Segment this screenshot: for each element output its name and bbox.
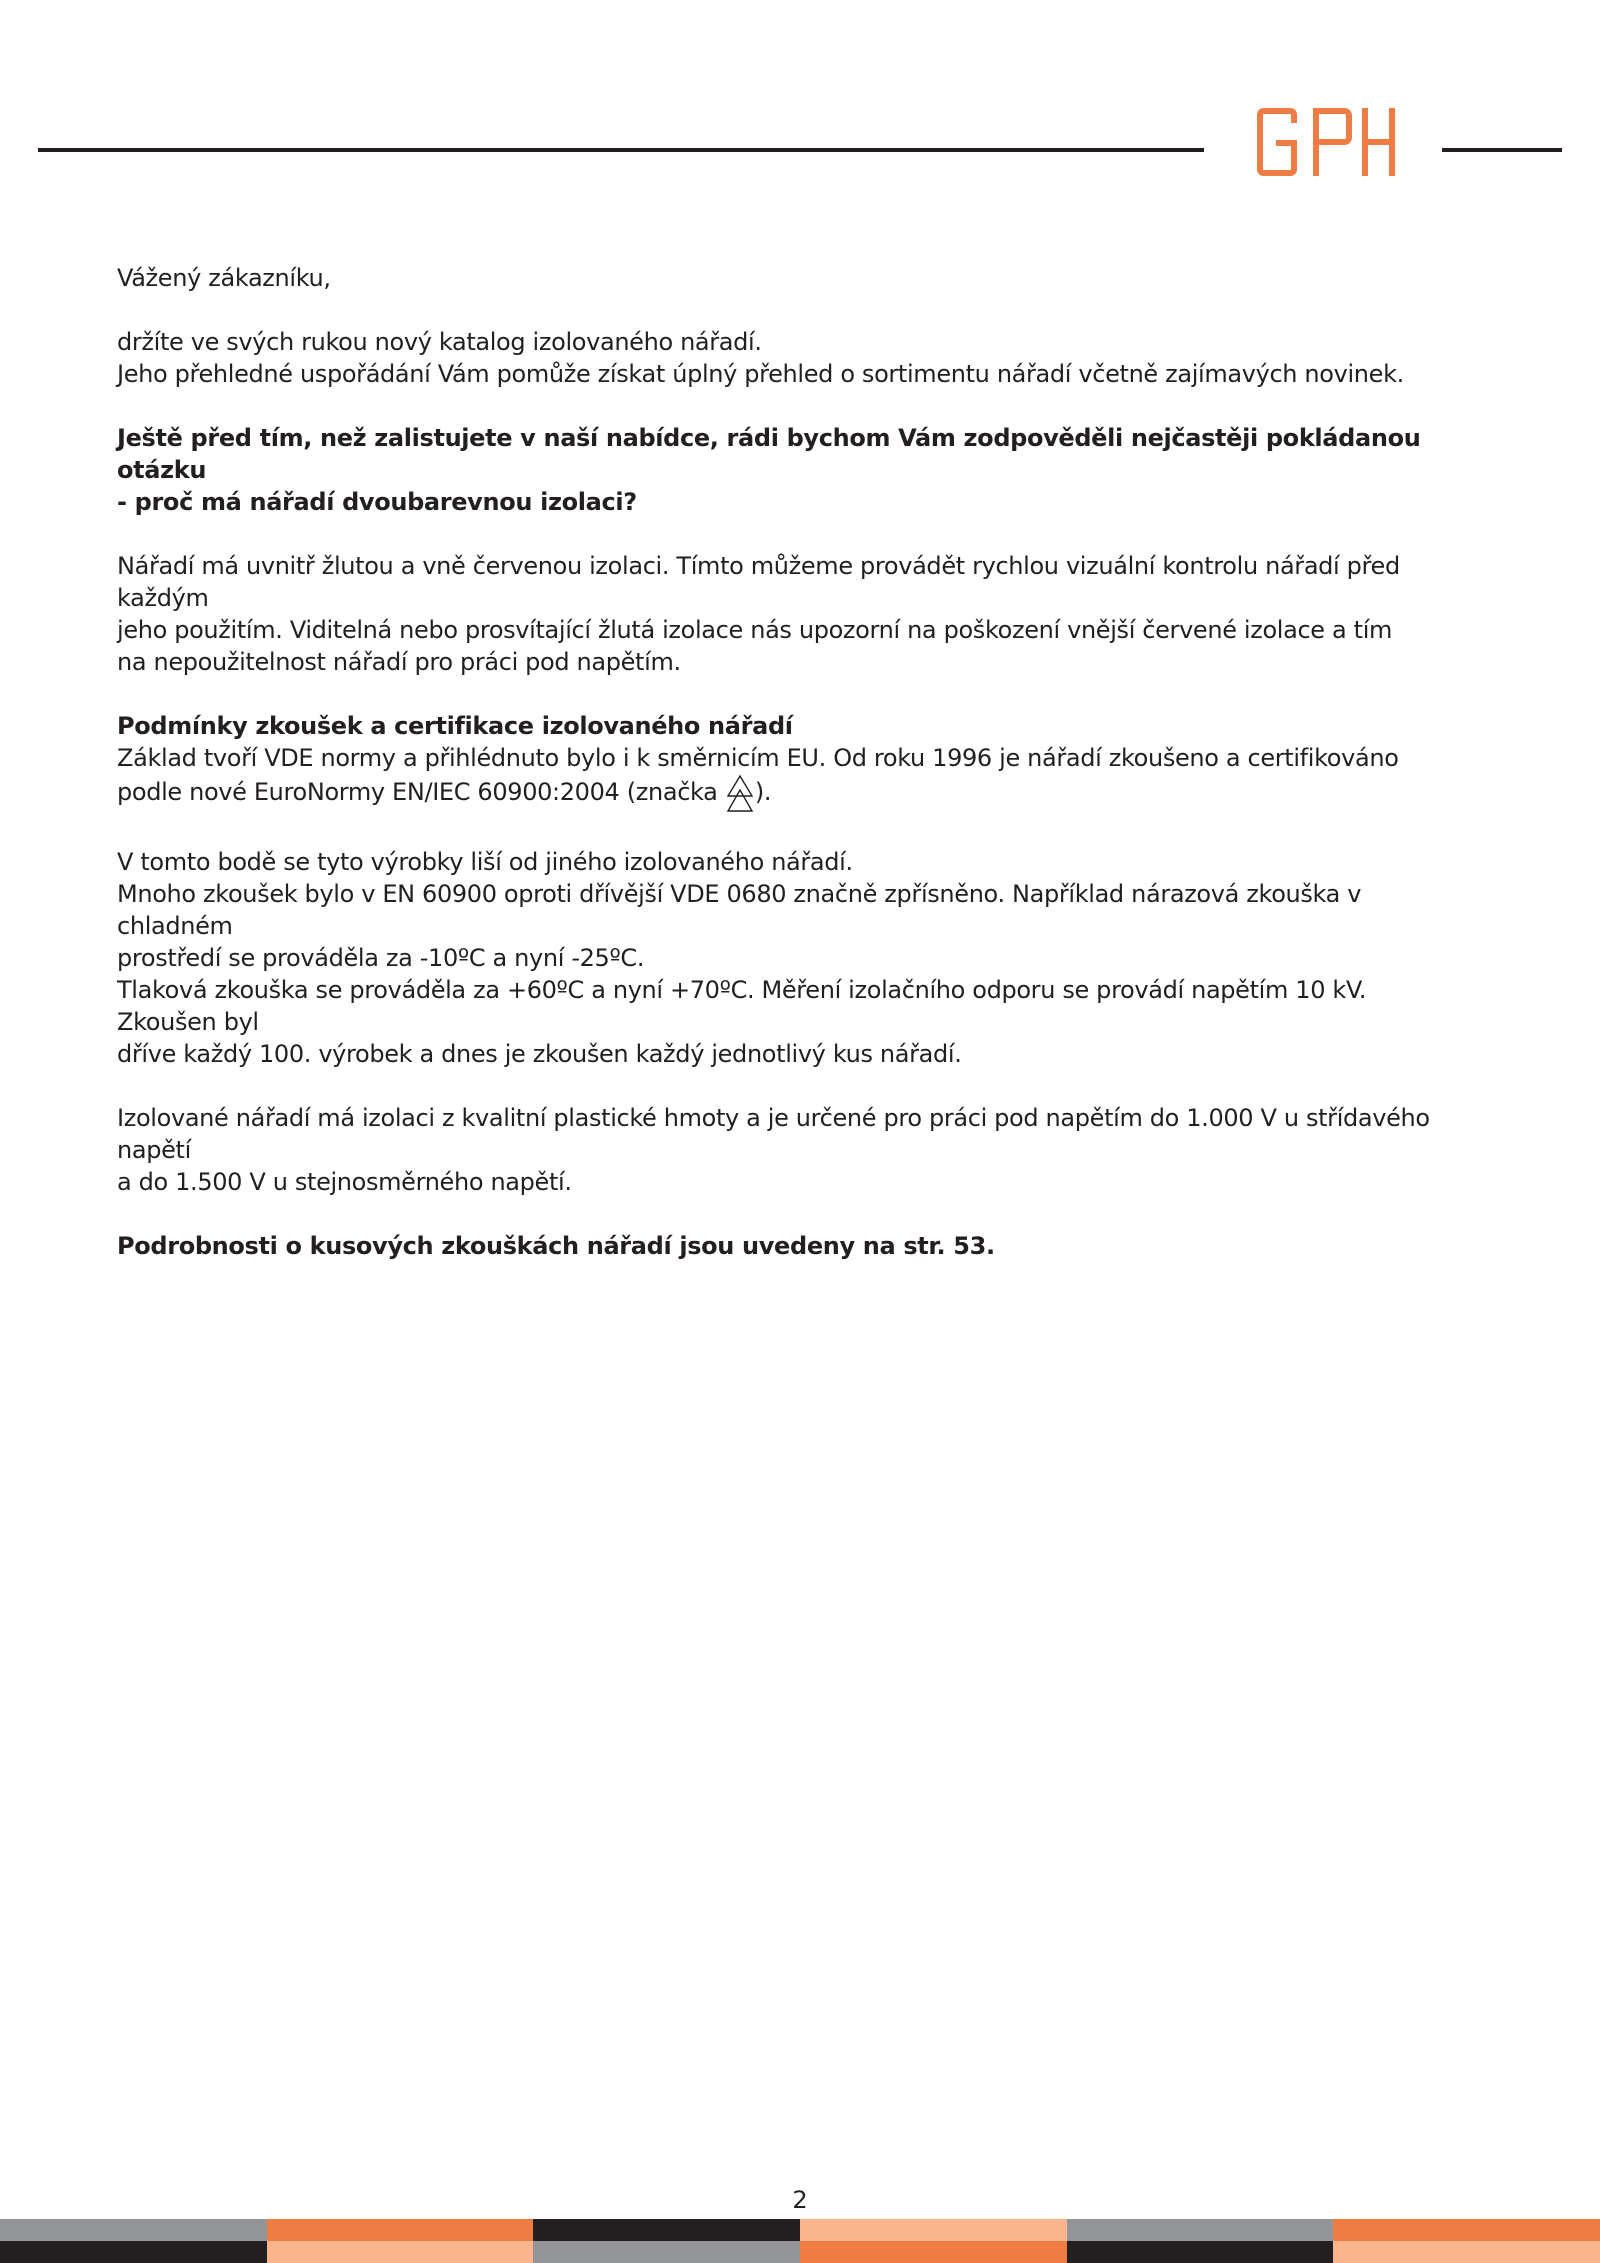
footer-band-top-segment [533, 2219, 800, 2241]
footer-band-top-segment [1333, 2219, 1600, 2241]
footer-band-top-segment [0, 2219, 267, 2241]
answer-line: Nářadí má uvnitř žlutou a vně červenou izolaci. Tímto můžeme provádět rychlou vizuální kontrolu nářadí před každým [117, 552, 1400, 612]
footer-band-bottom-segment [800, 2241, 1067, 2263]
greeting: Vážený zákazníku, [117, 264, 331, 292]
footer-band-top-segment [1067, 2219, 1334, 2241]
double-triangle-icon [725, 774, 755, 814]
differences-line: Tlaková zkouška se prováděla za +60ºC a nyní +70ºC. Měření izolačního odporu se provádí napětím 10 kV. Zkoušen byl [117, 976, 1367, 1036]
footer-band-bottom-segment [267, 2241, 534, 2263]
differences-line: prostředí se prováděla za -10ºC a nyní -25ºC. [117, 944, 645, 972]
intro-paragraph [117, 326, 1457, 390]
voltage-paragraph [117, 1102, 1457, 1198]
footer-band-top-segment [267, 2219, 534, 2241]
footer-color-band [0, 2219, 1600, 2263]
intro-line: Jeho přehledné uspořádání Vám pomůže získat úplný přehled o sortimentu nářadí včetně zajímavých novinek. [117, 360, 1404, 388]
page-number: 2 [792, 2186, 808, 2214]
answer-paragraph [117, 550, 1457, 678]
voltage-line: Izolované nářadí má izolaci z kvalitní plastické hmoty a je určené pro práci pod napětím do 1.000 V u střídavého napětí [117, 1104, 1430, 1164]
answer-line: jeho použitím. Viditelná nebo prosvítající žlutá izolace nás upozorní na poškození vnější červené izolace a tím [117, 616, 1393, 644]
footer-band-top-segment [800, 2219, 1067, 2241]
voltage-line: a do 1.500 V u stejnosměrného napětí. [117, 1168, 572, 1196]
footer-band-bottom-segment [533, 2241, 800, 2263]
footer-band-bottom-segment [0, 2241, 267, 2263]
certification-line: podle nové EuroNormy EN/IEC 60900:2004 (značka [117, 778, 725, 806]
header-rule-right [1442, 148, 1562, 152]
certification-paragraph [117, 710, 1457, 814]
certification-line: Základ tvoří VDE normy a přihlédnuto bylo i k směrnicím EU. Od roku 1996 je nářadí zkoušeno a certifikováno [117, 744, 1399, 772]
closing-note: Podrobnosti o kusových zkouškách nářadí jsou uvedeny na str. 53. [117, 1232, 995, 1260]
differences-line: V tomto bodě se tyto výrobky liší od jiného izolovaného nářadí. [117, 848, 853, 876]
header-rule-left [38, 148, 1204, 152]
differences-paragraph [117, 846, 1457, 1070]
answer-line: na nepoužitelnost nářadí pro práci pod napětím. [117, 648, 681, 676]
differences-line: Mnoho zkoušek bylo v EN 60900 oproti dřívější VDE 0680 značně zpřísněno. Například nárazová zkouška v chladném [117, 880, 1362, 940]
footer-band-bottom-segment [1067, 2241, 1334, 2263]
footer-band-bottom-segment [1333, 2241, 1600, 2263]
certification-heading: Podmínky zkoušek a certifikace izolovaného nářadí [117, 712, 793, 740]
certification-line-end: ). [754, 778, 772, 806]
gph-logo [1250, 104, 1400, 184]
question-paragraph [117, 422, 1457, 518]
differences-line: dříve každý 100. výrobek a dnes je zkoušen každý jednotlivý kus nářadí. [117, 1040, 962, 1068]
intro-line: držíte ve svých rukou nový katalog izolovaného nářadí. [117, 328, 762, 356]
question-line: - proč má nářadí dvoubarevnou izolaci? [117, 488, 637, 516]
letter-body [117, 262, 1457, 1294]
question-line: Ještě před tím, než zalistujete v naší nabídce, rádi bychom Vám zodpověděli nejčastěji pokládanou otázku [117, 424, 1421, 484]
